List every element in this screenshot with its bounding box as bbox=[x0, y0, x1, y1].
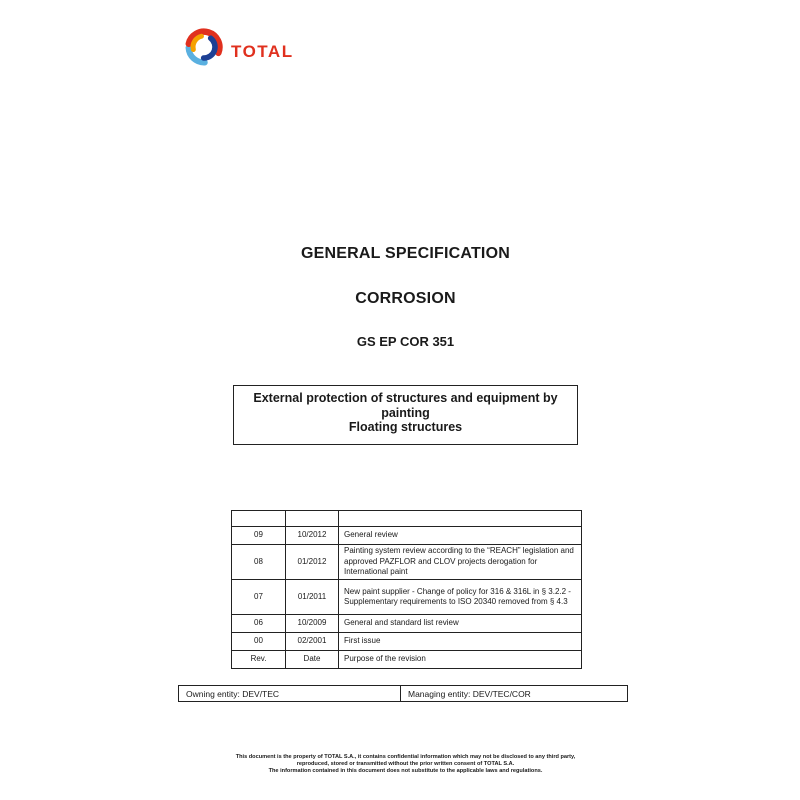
rev-cell: 06 bbox=[232, 615, 286, 633]
purpose-cell: General and standard list review bbox=[339, 615, 582, 633]
date-cell: 01/2011 bbox=[286, 580, 339, 615]
subject-line: External protection of structures and equipment by bbox=[253, 391, 558, 405]
table-row bbox=[232, 511, 582, 527]
purpose-cell: New paint supplier - Change of policy for 316 & 316L in § 3.2.2 - Supplementary requirements to ISO 20340 removed from § 4.3 bbox=[339, 580, 582, 615]
confidentiality-notice bbox=[11, 754, 800, 775]
discipline-title: CORROSION bbox=[355, 290, 456, 307]
purpose-cell bbox=[339, 511, 582, 527]
date-cell: 02/2001 bbox=[286, 633, 339, 651]
rev-cell: 00 bbox=[232, 633, 286, 651]
owning-entity: Owning entity: DEV/TEC bbox=[179, 686, 401, 701]
rev-header-cell: Rev. bbox=[232, 651, 286, 669]
subject-line: painting bbox=[381, 405, 430, 420]
doc-type-title: GENERAL SPECIFICATION bbox=[301, 245, 510, 262]
revision-table bbox=[231, 510, 582, 669]
purpose-cell: Painting system review according to the “REACH” legislation and approved PAZFLOR and CLOV projects derogation for International paint bbox=[339, 545, 582, 580]
date-cell: 10/2012 bbox=[286, 527, 339, 545]
table-header-row bbox=[232, 651, 582, 669]
entity-bar bbox=[178, 685, 628, 702]
rev-cell: 09 bbox=[232, 527, 286, 545]
notice-line: reproduced, stored or transmitted without the prior written consent of TOTAL S.A. bbox=[296, 760, 515, 767]
table-row bbox=[232, 527, 582, 545]
doc-code: GS EP COR 351 bbox=[356, 334, 455, 349]
managing-entity: Managing entity: DEV/TEC/COR bbox=[408, 688, 531, 699]
date-cell bbox=[286, 511, 339, 527]
purpose-cell: First issue bbox=[339, 633, 582, 651]
subject-box bbox=[233, 385, 578, 445]
table-row bbox=[232, 545, 582, 580]
date-cell: 01/2012 bbox=[286, 545, 339, 580]
total-globe-icon bbox=[184, 26, 224, 68]
table-row bbox=[232, 633, 582, 651]
total-logo bbox=[184, 26, 294, 68]
date-header-cell: Date bbox=[286, 651, 339, 669]
rev-cell bbox=[232, 511, 286, 527]
purpose-cell: General review bbox=[339, 527, 582, 545]
notice-line: The information contained in this document does not substitute to the applicable laws and regulations. bbox=[268, 767, 543, 774]
table-row bbox=[232, 580, 582, 615]
total-wordmark: TOTAL bbox=[231, 42, 294, 61]
subject-line: Floating structures bbox=[348, 420, 463, 434]
notice-line: This document is the property of TOTAL S.A., it contains confidential information which may not be disclosed to any third party, bbox=[235, 754, 576, 760]
purpose-header-cell: Purpose of the revision bbox=[339, 651, 582, 669]
table-row bbox=[232, 615, 582, 633]
date-cell: 10/2009 bbox=[286, 615, 339, 633]
rev-cell: 08 bbox=[232, 545, 286, 580]
rev-cell: 07 bbox=[232, 580, 286, 615]
